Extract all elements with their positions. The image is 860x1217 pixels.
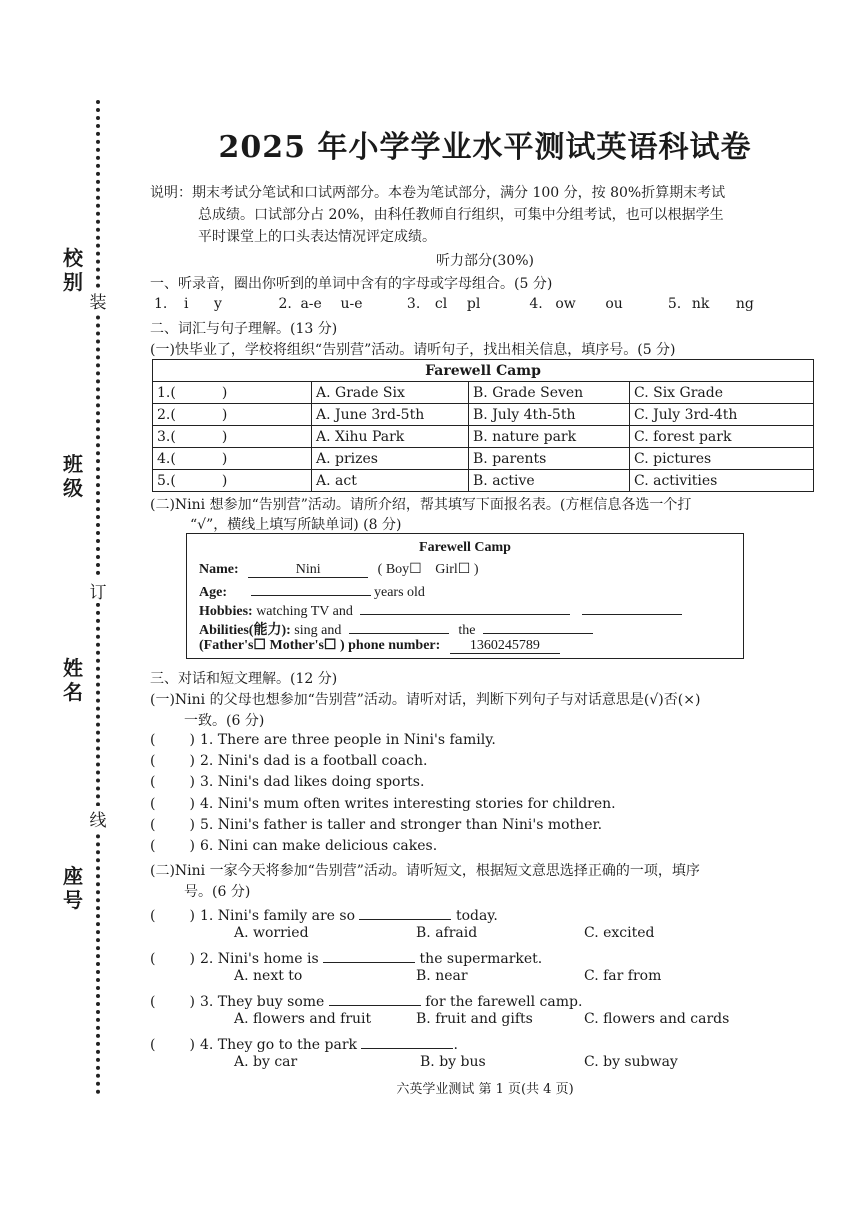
choice-a: A. Xihu Park [312,426,469,448]
instructions [150,182,820,248]
choice-b: B. nature park [469,426,630,448]
section-3-heading: 三、对话和短文理解。(12 分) [150,671,338,687]
letter-options [154,296,766,312]
close-paren: ) [221,472,228,489]
close-paren: ) [189,732,195,748]
table-row [153,426,814,448]
mc-blank[interactable] [361,1033,453,1049]
mc-blank[interactable] [329,990,421,1006]
mc-stem-post: the supermarket. [419,951,543,967]
section-2-part-2-line-2: “√”，横线上填写所缺单词) (8 分) [190,517,402,533]
choice-a: A. June 3rd-5th [312,404,469,426]
section-3-part-2-line-2: 号。(6 分) [184,884,251,900]
open-paren: ( [150,951,156,967]
mc-stem-pre: 1. Nini's family are so [200,908,356,924]
opt-4-num: 4. [529,296,543,312]
close-paren: ) [189,994,195,1010]
page-footer: 六英学业测试 第 1 页(共 4 页) [396,1082,574,1097]
mc-question-1 [150,904,498,924]
binding-margin [0,0,140,1217]
mc-1-choice-c: C. excited [584,925,655,941]
opt-5-b[interactable]: ng [735,296,754,312]
open-paren: ( [150,774,156,790]
judge-item-1 [150,732,496,748]
close-paren: ) [221,450,228,467]
close-paren: ) [189,838,195,854]
class-label: 班级 [63,452,83,500]
choice-c: C. forest park [630,426,814,448]
judge-text: 3. Nini's dad likes doing sports. [200,774,425,790]
mc-1-choice-b: B. afraid [416,925,478,941]
open-paren: ( [150,994,156,1010]
opt-3-a[interactable]: cl [434,296,448,312]
section-3-part-1-line-2: 一致。(6 分) [184,713,265,729]
table-row [153,382,814,404]
abilities-field-2[interactable] [483,618,593,634]
close-paren: ) [189,908,195,924]
mc-stem-post: . [453,1037,458,1053]
name-field[interactable]: Nini [248,562,368,578]
seat-label: 座号 [63,864,83,912]
mc-2-choice-c: C. far from [584,968,662,984]
choice-b: B. July 4th-5th [469,404,630,426]
table-row [153,448,814,470]
mc-4-choice-a: A. by car [234,1054,298,1070]
mc-4-choice-b: B. by bus [420,1054,486,1070]
judge-text: 1. There are three people in Nini's family. [200,732,496,748]
mc-stem-pre: 4. They go to the park [200,1037,358,1053]
close-paren: ) [189,1037,195,1053]
open-paren: ( [150,1037,156,1053]
close-paren: ) [221,384,228,401]
judge-item-2 [150,753,427,769]
form-abilities-row [199,618,593,639]
opt-1-num: 1. [154,296,168,312]
opt-1-b[interactable]: y [214,296,222,312]
age-field[interactable] [251,580,371,596]
open-paren: ( [150,838,156,854]
section-2-part-2-line-1: (二)Nini 想参加“告别营”活动。请所介绍，帮其填写下面报名表。(方框信息各选一个打 [150,497,692,513]
abilities-text: sing and [294,623,342,638]
phone-field[interactable]: 1360245789 [450,638,560,654]
opt-2-a[interactable]: a-e [300,296,322,312]
choice-b: B. Grade Seven [469,382,630,404]
close-paren: ) [221,428,228,445]
form-title: Farewell Camp [419,540,511,555]
age-label: Age: [199,585,227,600]
section-2-heading: 二、词汇与句子理解。(13 分) [150,321,338,337]
section-3-part-1-line-1: (一)Nini 的父母也想参加“告别营”活动。请听对话，判断下列句子与对话意思是(√)否(×) [150,692,701,708]
phone-prefix[interactable]: (Father's☐ Mother's☐ ) phone number: [199,638,441,653]
open-paren: ( [150,753,156,769]
binding-char-ding: 订 [86,578,110,603]
opt-3-b[interactable]: pl [466,296,481,312]
table-row [153,470,814,492]
choice-a: A. prizes [312,448,469,470]
opt-2-b[interactable]: u-e [340,296,363,312]
judge-item-5 [150,817,602,833]
row-num: 3.( [157,428,176,445]
row-num: 4.( [157,450,176,467]
abilities-field-1[interactable] [349,618,449,634]
farewell-camp-table [152,359,814,492]
boy-checkbox[interactable]: ( Boy☐ [377,562,422,577]
mc-question-3 [150,990,582,1010]
choice-a: A. Grade Six [312,382,469,404]
choice-c: C. July 3rd-4th [630,404,814,426]
close-paren: ) [189,774,195,790]
mc-blank[interactable] [359,904,451,920]
close-paren: ) [221,406,228,423]
section-1-heading: 一、听录音，圈出你听到的单词中含有的字母或字母组合。(5 分) [150,276,553,292]
table-title: Farewell Camp [153,360,814,382]
open-paren: ( [150,732,156,748]
binding-char-xian: 线 [86,806,110,831]
form-phone-row [199,637,560,654]
hobbies-field-2[interactable] [582,599,682,615]
registration-form [186,533,744,659]
opt-1-a[interactable]: i [184,296,189,312]
opt-2-num: 2. [278,296,292,312]
name-label: Name: [199,562,239,577]
mc-stem-post: for the farewell camp. [425,994,583,1010]
instructions-line-3: 平时课堂上的口头表达情况评定成绩。 [198,229,436,245]
section-2-part-1: (一)快毕业了，学校将组织“告别营”活动。请听句子，找出相关信息，填序号。(5 分) [150,342,676,358]
close-paren: ) [189,796,195,812]
exam-title: 2025 年小学学业水平测试英语科试卷 [218,130,752,165]
binding-char-zhuang: 装 [86,288,110,313]
judge-item-4 [150,796,616,812]
judge-text: 6. Nini can make delicious cakes. [200,838,438,854]
judge-item-3 [150,774,424,790]
choice-c: C. activities [630,470,814,492]
form-name-row [199,561,478,578]
form-age-row [199,580,425,601]
judge-item-6 [150,838,437,854]
listening-title: 听力部分(30%) [435,253,535,269]
mc-1-choice-a: A. worried [234,925,309,941]
open-paren: ( [150,817,156,833]
school-label: 校别 [63,246,83,294]
hobbies-label: Hobbies: [199,604,253,619]
choice-c: C. pictures [630,448,814,470]
judge-text: 4. Nini's mum often writes interesting stories for children. [200,796,616,812]
mc-stem-pre: 3. They buy some [200,994,325,1010]
mc-4-choice-c: C. by subway [584,1054,678,1070]
mc-question-4 [150,1033,458,1053]
open-paren: ( [150,908,156,924]
form-hobbies-row [199,599,682,620]
mc-3-choice-a: A. flowers and fruit [234,1011,372,1027]
choice-b: B. active [469,470,630,492]
judge-text: 5. Nini's father is taller and stronger than Nini's mother. [200,817,603,833]
choice-c: C. Six Grade [630,382,814,404]
mc-stem-pre: 2. Nini's home is [200,951,319,967]
row-num: 1.( [157,384,176,401]
opt-4-b[interactable]: ou [605,296,623,312]
instructions-line-1: 说明：期末考试分笔试和口试两部分。本卷为笔试部分，满分 100 分，按 80%折算期末考试 [150,185,726,201]
abilities-the: the [458,623,476,638]
mc-3-choice-b: B. fruit and gifts [416,1011,533,1027]
opt-5-num: 5. [667,296,682,312]
hobbies-field-1[interactable] [360,599,570,615]
section-3-part-2-line-1: (二)Nini 一家今天将参加“告别营”活动。请听短文，根据短文意思选择正确的一项，填序 [150,863,700,879]
mc-blank[interactable] [323,947,415,963]
age-suffix: years old [374,585,425,600]
open-paren: ( [150,796,156,812]
close-paren: ) [189,951,195,967]
mc-3-choice-c: C. flowers and cards [584,1011,730,1027]
hobbies-text: watching TV and [256,604,353,619]
choice-a: A. act [312,470,469,492]
judge-text: 2. Nini's dad is a football coach. [200,753,428,769]
girl-checkbox[interactable]: Girl☐ ) [435,562,479,577]
mc-2-choice-a: A. next to [234,968,303,984]
instructions-line-2: 总成绩。口试部分占 20%，由科任教师自行组织，可集中分组考试，也可以根据学生 [198,207,724,223]
mc-2-choice-b: B. near [416,968,468,984]
choice-b: B. parents [469,448,630,470]
name-label: 姓名 [63,656,83,704]
table-row [153,404,814,426]
opt-3-num: 3. [406,296,421,312]
abilities-label: Abilities(能力): [199,623,291,638]
opt-4-a[interactable]: ow [555,296,576,312]
opt-5-a[interactable]: nk [691,296,710,312]
row-num: 5.( [157,472,176,489]
mc-stem-post: today. [455,908,498,924]
row-num: 2.( [157,406,176,423]
close-paren: ) [189,817,195,833]
mc-question-2 [150,947,542,967]
close-paren: ) [189,753,195,769]
